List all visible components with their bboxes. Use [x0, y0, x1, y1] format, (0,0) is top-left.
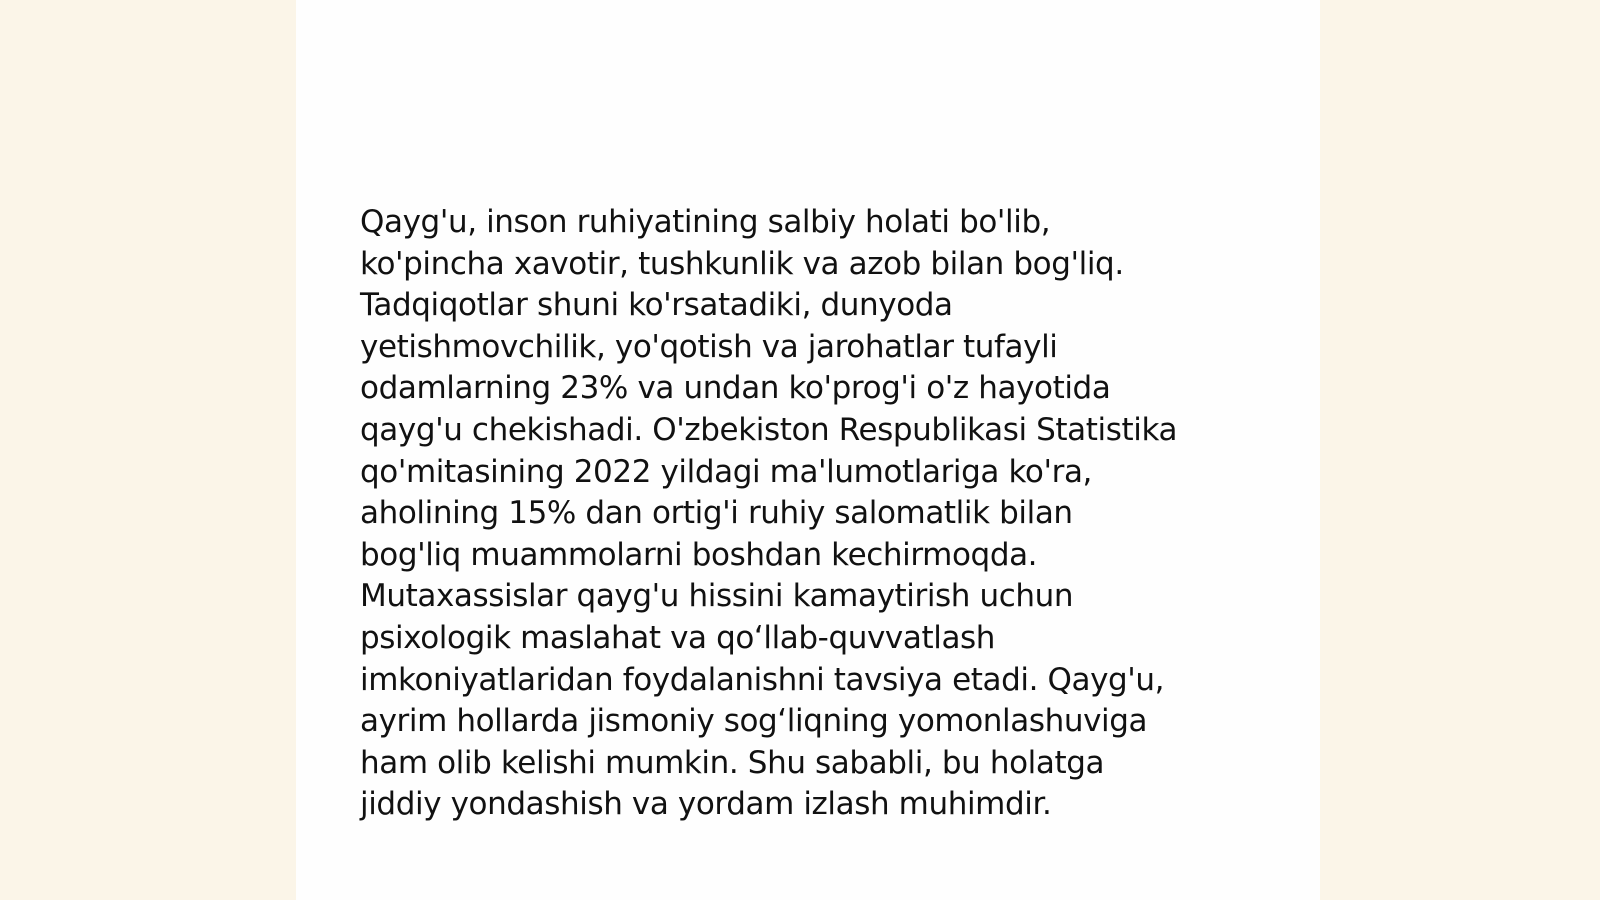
document-page	[296, 0, 1320, 900]
paragraph-line: qayg'u chekishadi. O'zbekiston Respublikasi Statistika	[360, 411, 1178, 448]
paragraph-line: odamlarning 23% va undan ko'prog'i o'z hayotida	[360, 370, 1111, 407]
paragraph-line: imkoniyatlaridan foydalanishni tavsiya etadi. Qayg'u,	[360, 661, 1165, 698]
paragraph-line: Tadqiqotlar shuni ko'rsatadiki, dunyoda	[360, 287, 953, 324]
paragraph-line: ham olib kelishi mumkin. Shu sababli, bu holatga	[360, 744, 1105, 781]
paragraph-line: Mutaxassislar qayg'u hissini kamaytirish uchun	[360, 578, 1074, 615]
paragraph-line: ayrim hollarda jismoniy sog‘liqning yomonlashuviga	[360, 703, 1148, 740]
paragraph-line: ko'pincha xavotir, tushkunlik va azob bilan bog'liq.	[360, 245, 1124, 282]
paragraph-line: aholining 15% dan ortig'i ruhiy salomatlik bilan	[360, 495, 1073, 532]
paragraph-line: jiddiy yondashish va yordam izlash muhimdir.	[360, 786, 1052, 823]
paragraph-line: yetishmovchilik, yo'qotish va jarohatlar tufayli	[360, 328, 1058, 365]
paragraph-line: Qayg'u, inson ruhiyatining salbiy holati bo'lib,	[360, 204, 1051, 240]
paragraph-line: qo'mitasining 2022 yildagi ma'lumotlariga ko'ra,	[360, 453, 1092, 490]
paragraph-line: bog'liq muammolarni boshdan kechirmoqda.	[360, 536, 1038, 573]
body-paragraph	[360, 202, 1260, 826]
paragraph-line: psixologik maslahat va qo‘llab-quvvatlash	[360, 619, 996, 656]
